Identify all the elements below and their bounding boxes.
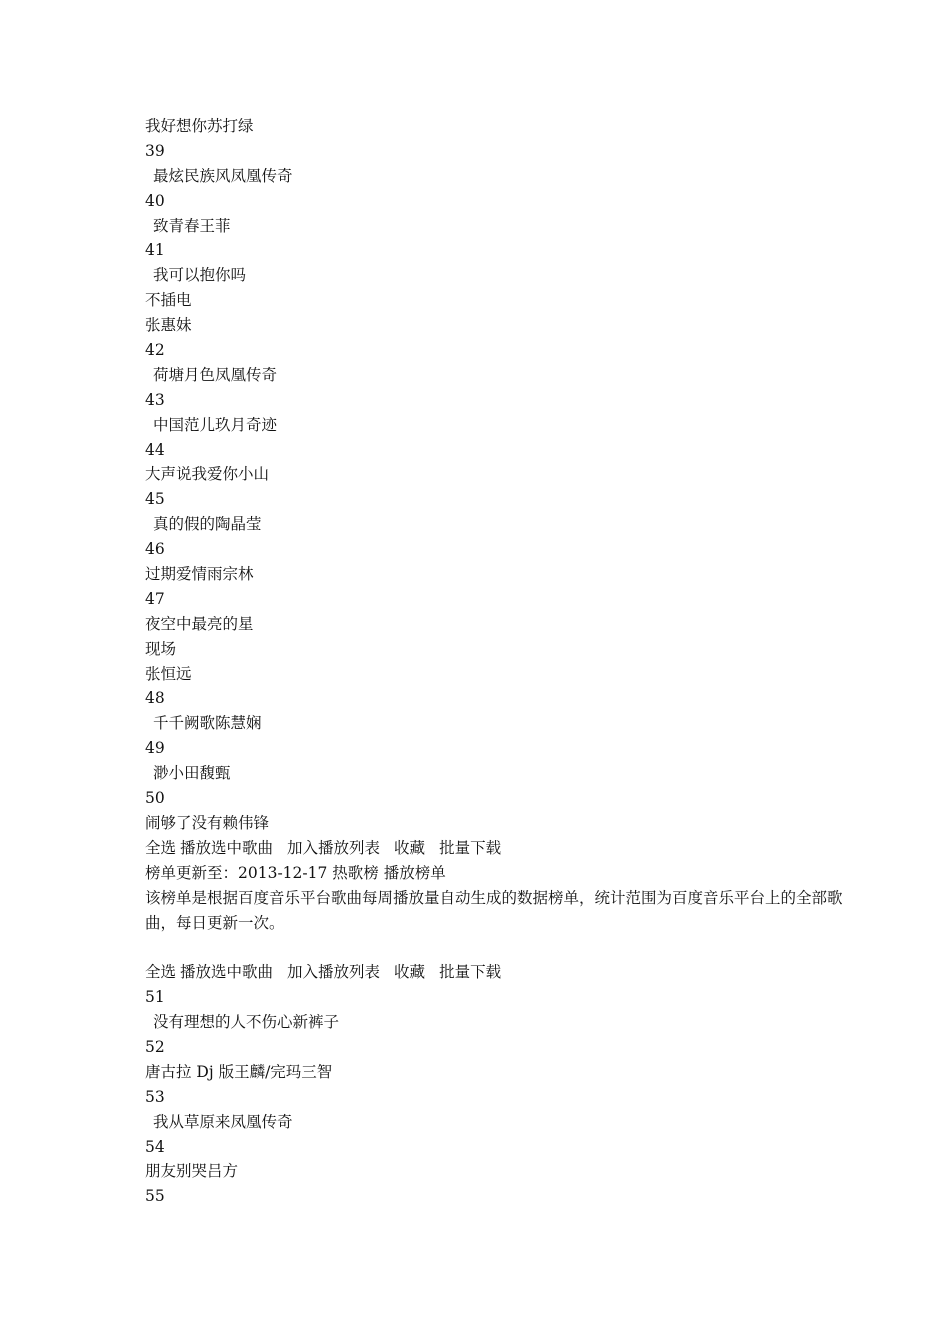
rank-number: 44	[145, 440, 165, 459]
song-entry[interactable]: 朋友别哭吕方	[145, 1162, 239, 1181]
song-entry[interactable]: 致青春王菲	[153, 216, 231, 235]
rank-number: 51	[145, 988, 165, 1007]
rank-number: 55	[145, 1187, 165, 1206]
song-entry[interactable]: 夜空中最亮的星	[145, 614, 254, 633]
song-entry[interactable]: 闹够了没有赖伟锋	[145, 813, 270, 832]
song-entry[interactable]: 张恒远	[145, 664, 192, 683]
song-entry[interactable]: 不插电	[145, 291, 192, 310]
rank-number: 43	[145, 390, 165, 409]
song-list-text	[145, 114, 845, 1209]
song-entry[interactable]: 大声说我爱你小山	[145, 465, 270, 484]
add-to-playlist-link[interactable]: 加入播放列表	[287, 838, 381, 857]
rank-number: 53	[145, 1087, 165, 1106]
chart-list-section-a	[145, 114, 845, 836]
song-entry[interactable]: 中国范儿玖月奇迹	[153, 415, 278, 434]
song-entry[interactable]: 没有理想的人不伤心新裤子	[153, 1013, 340, 1032]
play-selected-link[interactable]: 播放选中歌曲	[180, 838, 274, 857]
rank-number: 47	[145, 589, 165, 608]
song-entry[interactable]: 现场	[145, 639, 177, 658]
batch-download-link[interactable]: 批量下载	[439, 963, 502, 982]
song-entry[interactable]: 我从草原来凤凰传奇	[153, 1112, 293, 1131]
song-entry[interactable]: 荷塘月色凤凰传奇	[153, 365, 278, 384]
song-entry[interactable]: 张惠妹	[145, 316, 192, 335]
chart-update-info: 榜单更新至：2013-12-17 热歌榜 播放榜单	[145, 863, 446, 882]
song-entry[interactable]: 我可以抱你吗	[153, 266, 247, 285]
song-entry[interactable]: 唐古拉 Dj 版王麟/完玛三智	[145, 1062, 333, 1081]
rank-number: 42	[145, 341, 165, 360]
rank-number: 39	[145, 141, 165, 160]
chart-description: 该榜单是根据百度音乐平台歌曲每周播放量自动生成的数据榜单，统计范围为百度音乐平台上的全部歌曲，每日更新一次。	[145, 888, 843, 932]
add-to-playlist-link[interactable]: 加入播放列表	[287, 963, 381, 982]
play-selected-link[interactable]: 播放选中歌曲	[180, 963, 274, 982]
rank-number: 54	[145, 1137, 165, 1156]
song-entry[interactable]: 千千阙歌陈慧娴	[153, 714, 262, 733]
song-entry[interactable]: 真的假的陶晶莹	[153, 515, 262, 534]
rank-number: 52	[145, 1037, 165, 1056]
song-entry[interactable]: 过期爱情雨宗林	[145, 565, 254, 584]
select-all-link[interactable]: 全选	[145, 838, 177, 857]
rank-number: 46	[145, 540, 165, 559]
rank-number: 41	[145, 241, 165, 260]
rank-number: 48	[145, 689, 165, 708]
favorite-link[interactable]: 收藏	[394, 838, 426, 857]
action-bar-2	[145, 960, 845, 985]
spacer	[145, 935, 845, 960]
action-bar	[145, 836, 845, 861]
song-entry[interactable]: 我好想你苏打绿	[145, 117, 254, 135]
select-all-link[interactable]: 全选	[145, 963, 177, 982]
favorite-link[interactable]: 收藏	[394, 963, 426, 982]
batch-download-link[interactable]: 批量下载	[439, 838, 502, 857]
rank-number: 40	[145, 191, 165, 210]
song-entry[interactable]: 最炫民族风凤凰传奇	[153, 166, 293, 185]
song-entry[interactable]: 渺小田馥甄	[153, 764, 231, 783]
rank-number: 49	[145, 739, 165, 758]
rank-number: 50	[145, 789, 165, 808]
rank-number: 45	[145, 490, 165, 509]
chart-list-section-b	[145, 985, 845, 1209]
